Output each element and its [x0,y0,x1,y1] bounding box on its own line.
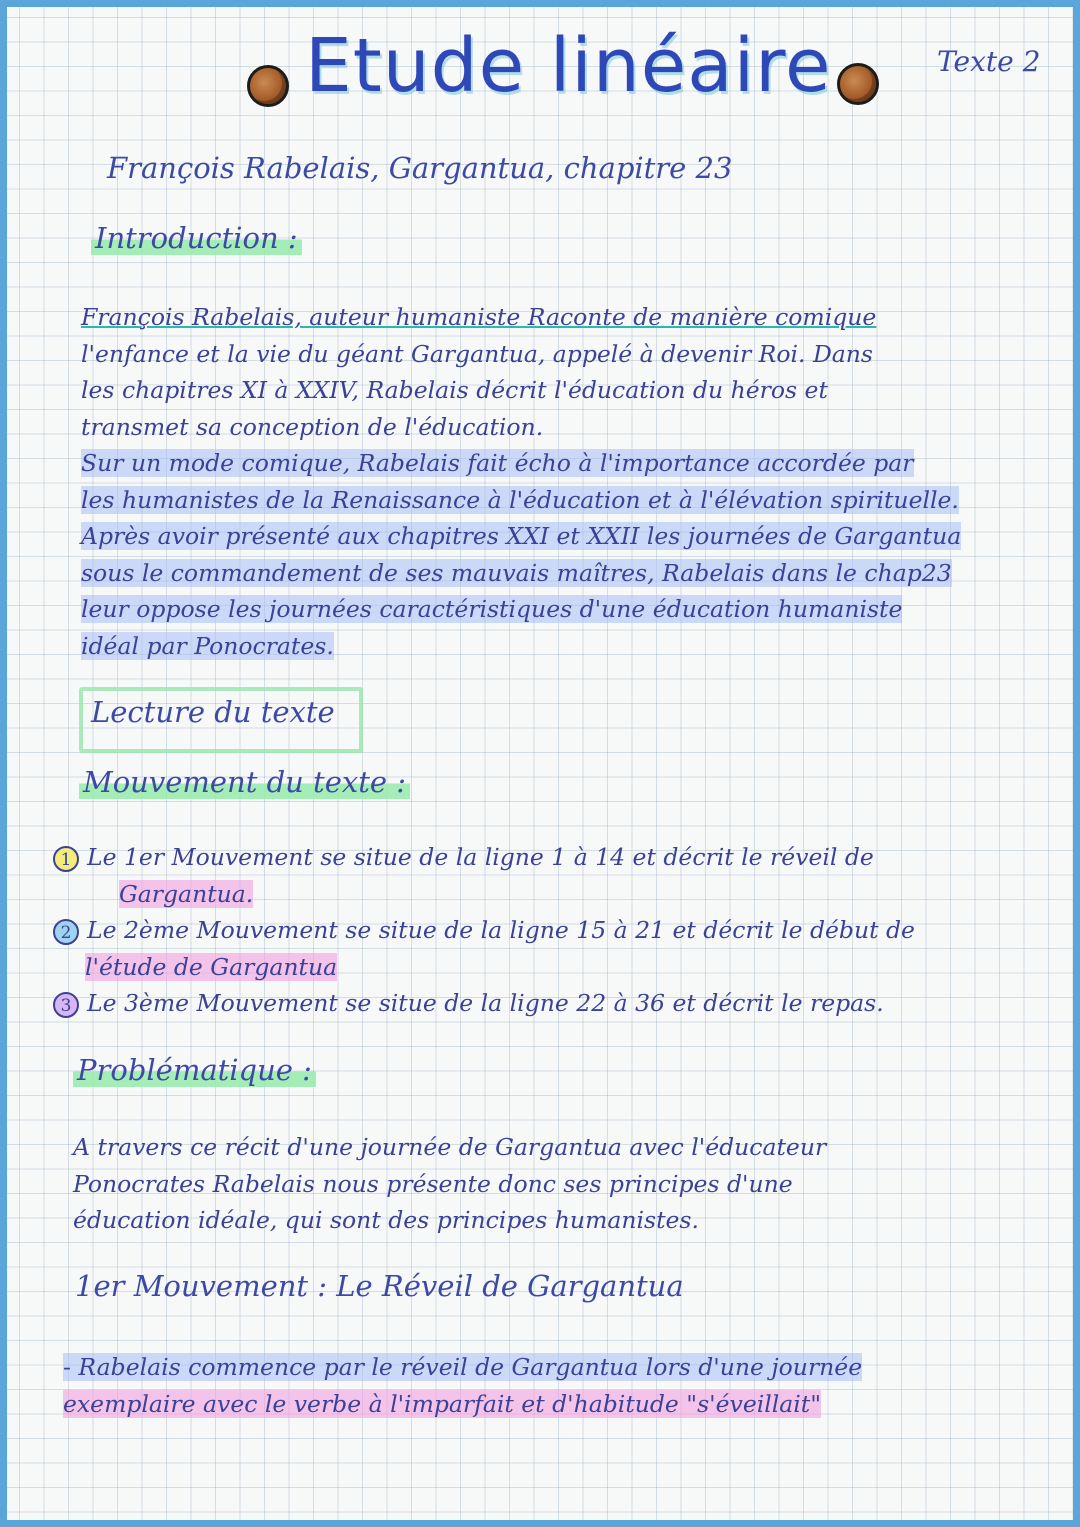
paragraph-line-text: exemplaire avec le verbe à l'imparfait et d'habitude "s'éveillait" [63,1389,822,1418]
paragraph-line [81,591,961,628]
list-item [53,985,915,1022]
paragraph-line [81,445,961,482]
introduction-paragraph [81,299,961,664]
paragraph-line-text: leur oppose les journées caractéristiques d'une éducation humaniste [81,595,903,623]
lecture-heading: Lecture du texte [91,695,335,729]
list-item [53,839,915,876]
decorative-circle-icon [837,63,879,105]
paragraph-line: les chapitres XI à XXIV, Rabelais décrit l'éducation du héros et [81,376,828,404]
first-movement-heading: 1er Mouvement : Le Réveil de Gargantua [75,1269,684,1303]
number-badge: 2 [53,919,79,945]
introduction-heading: Introduction : [91,221,302,255]
list-item-text: Le 2ème Mouvement se situe de la ligne 15 à 21 et décrit le début de [87,916,915,944]
paragraph-line-text: les humanistes de la Renaissance à l'éducation et à l'élévation spirituelle. [81,485,959,514]
list-item-text: Gargantua. [119,879,254,908]
paragraph-line-text: Après avoir présenté aux chapitres XXI et XXII les journées de Gargantua [81,522,962,550]
list-item-text: Le 1er Mouvement se situe de la ligne 1 à 14 et décrit le réveil de [87,843,874,871]
list-item-text: Le 3ème Mouvement se situe de la ligne 22 à 36 et décrit le repas. [87,989,884,1017]
paragraph-line: transmet sa conception de l'éducation. [81,412,544,441]
mouvements-list [53,839,915,1022]
paragraph-line: éducation idéale, qui sont des principes humanistes. [73,1206,699,1234]
number-badge: 1 [53,846,79,872]
list-item-text: l'étude de Gargantua [85,952,338,981]
paragraph-line-text: François Rabelais, auteur humaniste Raconte de manière comique [81,303,877,331]
paragraph-line [81,518,961,555]
problematique-heading: Problématique : [73,1053,316,1087]
decorative-circle-icon [247,65,289,107]
page-title: Etude linéaire [305,23,832,109]
first-movement-paragraph [63,1349,862,1422]
number-badge: 3 [53,992,79,1018]
list-item [53,912,915,949]
paragraph-line: Ponocrates Rabelais nous présente donc ses principes d'une [73,1169,793,1198]
paragraph-line [81,628,961,665]
paragraph-line: A travers ce récit d'une journée de Gargantua avec l'éducateur [73,1133,827,1161]
paragraph-line [81,482,961,519]
problematique-paragraph [73,1129,826,1239]
paragraph-line: l'enfance et la vie du géant Gargantua, appelé à devenir Roi. Dans [81,339,873,368]
source-subtitle: François Rabelais, Gargantua, chapitre 23 [107,151,733,185]
mouvement-heading: Mouvement du texte : [79,765,410,799]
paragraph-line-text: - Rabelais commence par le réveil de Gargantua lors d'une journée [63,1353,863,1381]
list-item-continuation [53,876,915,913]
paragraph-line [63,1386,862,1423]
paragraph-line [63,1349,862,1386]
paragraph-line [81,555,961,592]
paragraph-line-text: sous le commandement de ses mauvais maîtres, Rabelais dans le chap23 [81,558,952,587]
paragraph-line-text: Sur un mode comique, Rabelais fait écho à l'importance accordée par [81,449,914,477]
paragraph-line [81,299,961,336]
paragraph-line-text: idéal par Ponocrates. [81,631,334,660]
list-item-continuation [53,949,915,986]
text-number-label: Texte 2 [937,45,1041,78]
